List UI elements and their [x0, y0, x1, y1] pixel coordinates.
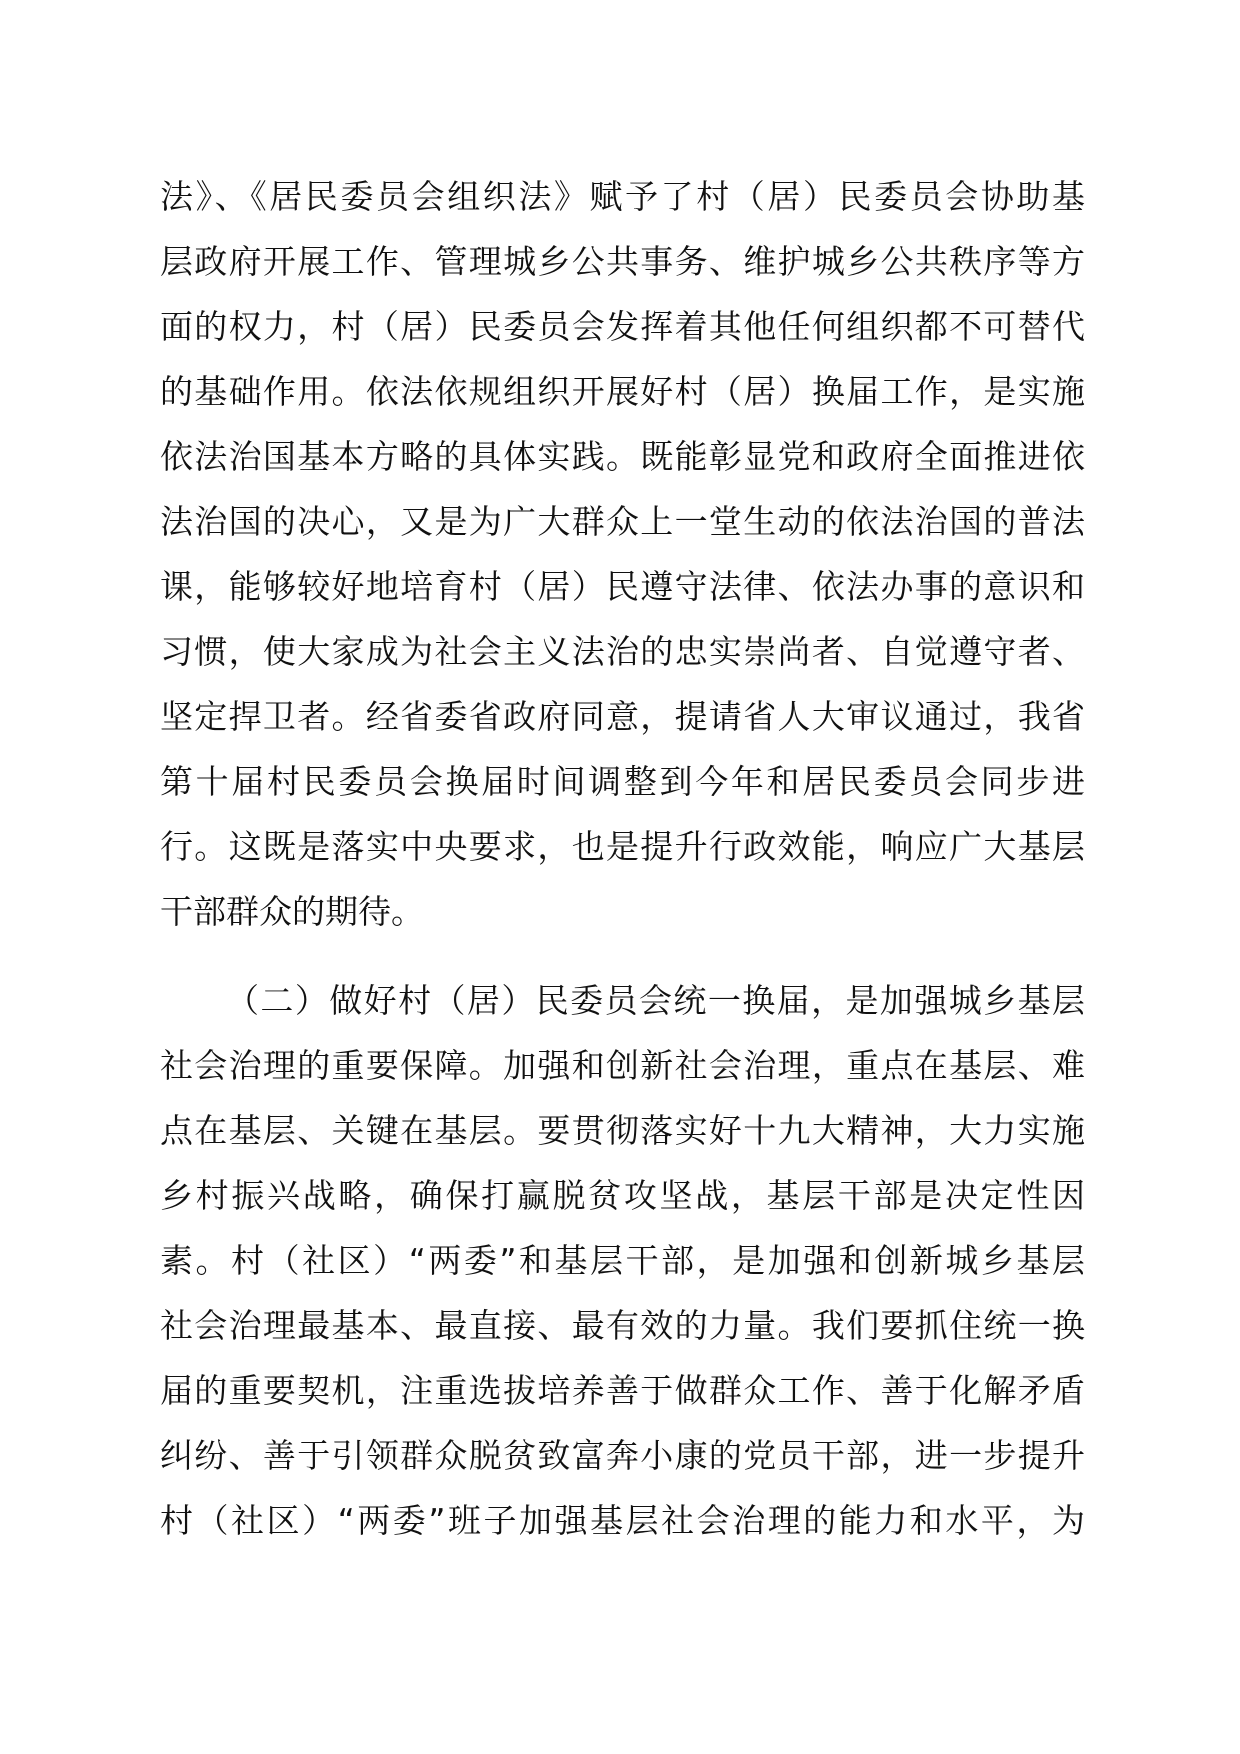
- paragraph-line: 层政府开展工作、管理城乡公共事务、维护城乡公共秩序等方: [160, 242, 1085, 281]
- paragraph-line: 社会治理最基本、最直接、最有效的力量。我们要抓住统一换: [160, 1306, 1085, 1345]
- paragraph-line: 素。村（社区）“两委”和基层干部，是加强和创新城乡基层: [160, 1241, 1085, 1280]
- paragraph-line: （二）做好村（居）民委员会统一换届，是加强城乡基层: [226, 981, 1085, 1020]
- paragraph-line: 村（社区）“两委”班子加强基层社会治理的能力和水平，为: [160, 1501, 1085, 1540]
- paragraph-line: 届的重要契机，注重选拔培养善于做群众工作、善于化解矛盾: [160, 1371, 1085, 1410]
- paragraph-line: 第十届村民委员会换届时间调整到今年和居民委员会同步进: [160, 762, 1085, 801]
- paragraph-line: 点在基层、关键在基层。要贯彻落实好十九大精神，大力实施: [160, 1111, 1085, 1150]
- paragraph-line: 社会治理的重要保障。加强和创新社会治理，重点在基层、难: [160, 1046, 1085, 1085]
- paragraph-line: 坚定捍卫者。经省委省政府同意，提请省人大审议通过，我省: [160, 697, 1085, 736]
- paragraph-line: 课，能够较好地培育村（居）民遵守法律、依法办事的意识和: [160, 567, 1085, 606]
- paragraph-line: 依法治国基本方略的具体实践。既能彰显党和政府全面推进依: [160, 437, 1085, 476]
- paragraph-line: 的基础作用。依法依规组织开展好村（居）换届工作，是实施: [160, 372, 1085, 411]
- paragraph-line: 习惯，使大家成为社会主义法治的忠实崇尚者、自觉遵守者、: [160, 632, 1085, 671]
- paragraph-line: 干部群众的期待。: [160, 892, 424, 931]
- paragraph-line: 纠纷、善于引领群众脱贫致富奔小康的党员干部，进一步提升: [160, 1436, 1085, 1475]
- paragraph-line: 法》、《居民委员会组织法》赋予了村（居）民委员会协助基: [160, 177, 1085, 216]
- paragraph-2: [160, 968, 1085, 1553]
- paragraph-line: 行。这既是落实中央要求，也是提升行政效能，响应广大基层: [160, 827, 1085, 866]
- paragraph-line: 乡村振兴战略，确保打赢脱贫攻坚战，基层干部是决定性因: [160, 1176, 1085, 1215]
- paragraph-line: 面的权力，村（居）民委员会发挥着其他任何组织都不可替代: [160, 307, 1085, 346]
- paragraph-line: 法治国的决心，又是为广大群众上一堂生动的依法治国的普法: [160, 502, 1085, 541]
- paragraph-1: [160, 164, 1085, 944]
